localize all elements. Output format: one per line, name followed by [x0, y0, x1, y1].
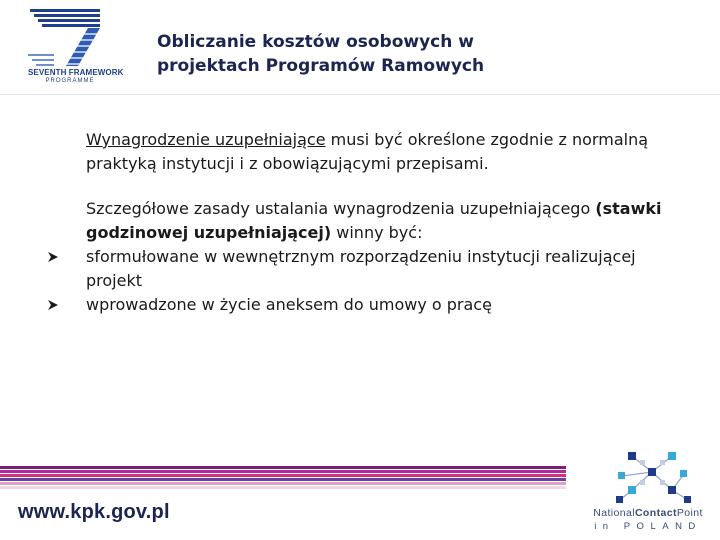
stripe: [0, 474, 566, 477]
stripe: [0, 466, 566, 469]
bullet-text: sformułowane w wewnętrznym rozporządzeniu instytucji realizującej projekt: [86, 247, 636, 290]
term-bold: (stawki godzinowej uzupełniającej): [86, 199, 662, 242]
website-link[interactable]: www.kpk.gov.pl: [18, 501, 170, 523]
stripe: [0, 486, 566, 489]
term-underlined: Wynagrodzenie uzupełniające: [86, 130, 326, 149]
fp7-caption: SEVENTH FRAMEWORK: [28, 68, 124, 77]
slide-title-line2: projektach Programów Ramowych: [157, 56, 485, 76]
bullet-text: wprowadzone w życie aneksem do umowy o pracę: [86, 295, 492, 314]
bullet-item: [86, 293, 686, 317]
ncp-name-part: Point: [676, 507, 703, 519]
paragraph-supplementary-pay: [86, 128, 686, 176]
bullet-item: [86, 245, 686, 293]
paragraph-text: winny być:: [331, 223, 423, 242]
decorative-stripes: [0, 466, 566, 490]
slide-content: [86, 128, 686, 317]
ncp-country: in POLAND: [594, 521, 702, 532]
ncp-name-part: Contact: [634, 507, 677, 519]
ncp-name: [578, 507, 718, 519]
stripe: [0, 482, 566, 485]
paragraph-text: musi być określone zgodnie z normalną praktyką instytucji i z obowiązującymi przepisami.: [86, 130, 649, 173]
paragraph-text: Szczegółowe zasady ustalania wynagrodzenia uzupełniającego: [86, 199, 596, 218]
ncp-logo: [600, 446, 704, 506]
slide-header: [0, 0, 720, 95]
fp7-caption-sub: PROGRAMME: [45, 78, 95, 84]
stripe: [0, 470, 566, 473]
slide-title-line1: Obliczanie kosztów osobowych w: [157, 32, 474, 52]
slide-title: [157, 30, 697, 78]
paragraph-rules: [86, 197, 686, 245]
arrow-bullet-icon: [46, 293, 60, 317]
stripe: [0, 478, 566, 481]
ncp-name-part: National: [593, 507, 635, 519]
arrow-bullet-icon: [46, 245, 60, 269]
